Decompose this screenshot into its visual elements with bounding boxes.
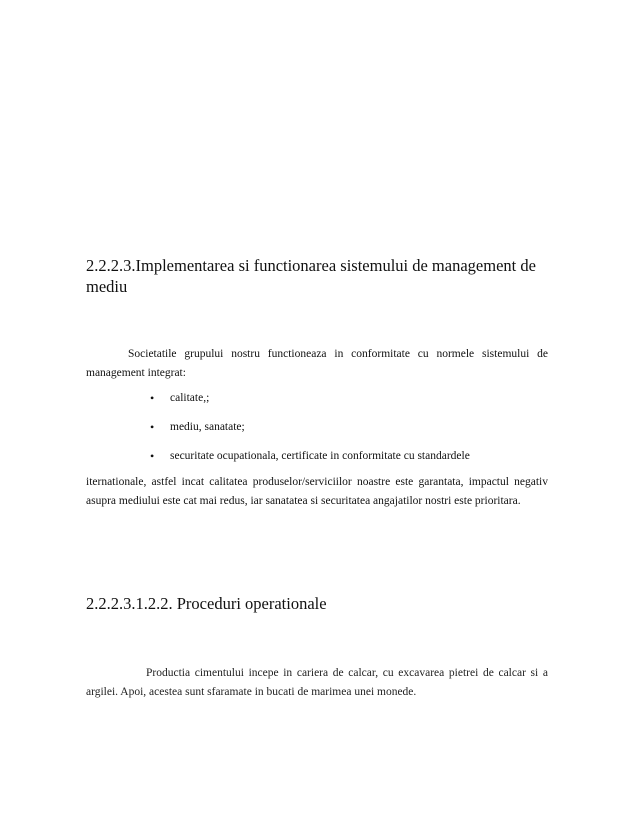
intro-paragraph: Societatile grupului nostru functioneaza in conformitate cu normele sistemului de management integrat:	[86, 348, 548, 379]
list-item	[150, 413, 470, 442]
bullet-icon: •	[150, 420, 155, 434]
bullet-icon: •	[150, 449, 155, 463]
bullet-icon: •	[150, 391, 155, 405]
continuation-paragraph: iternationale, astfel incat calitatea produselor/serviciilor noastre este garantata, impactul negativ asupra mediului este cat mai redus, iar sanatatea si securitatea angajatilor nostri este prioritara.	[86, 476, 548, 507]
section-heading: 2.2.2.3.Implementarea si functionarea sistemului de management de mediu	[86, 256, 536, 296]
list-item-text: securitate ocupationala, certificate in conformitate cu standardele	[170, 450, 470, 462]
list-item	[150, 442, 470, 471]
cement-paragraph: Productia cimentului incepe in cariera de calcar, cu excavarea pietrei de calcar si a argilei. Apoi, acestea sunt sfaramate in bucati de marimea unei monede.	[86, 667, 548, 698]
list-item	[150, 384, 470, 413]
list-item-text: mediu, sanatate;	[170, 421, 245, 433]
bullet-list	[150, 384, 470, 471]
subsection-heading: 2.2.2.3.1.2.2. Proceduri operationale	[86, 594, 327, 613]
list-item-text: calitate,;	[170, 392, 210, 404]
